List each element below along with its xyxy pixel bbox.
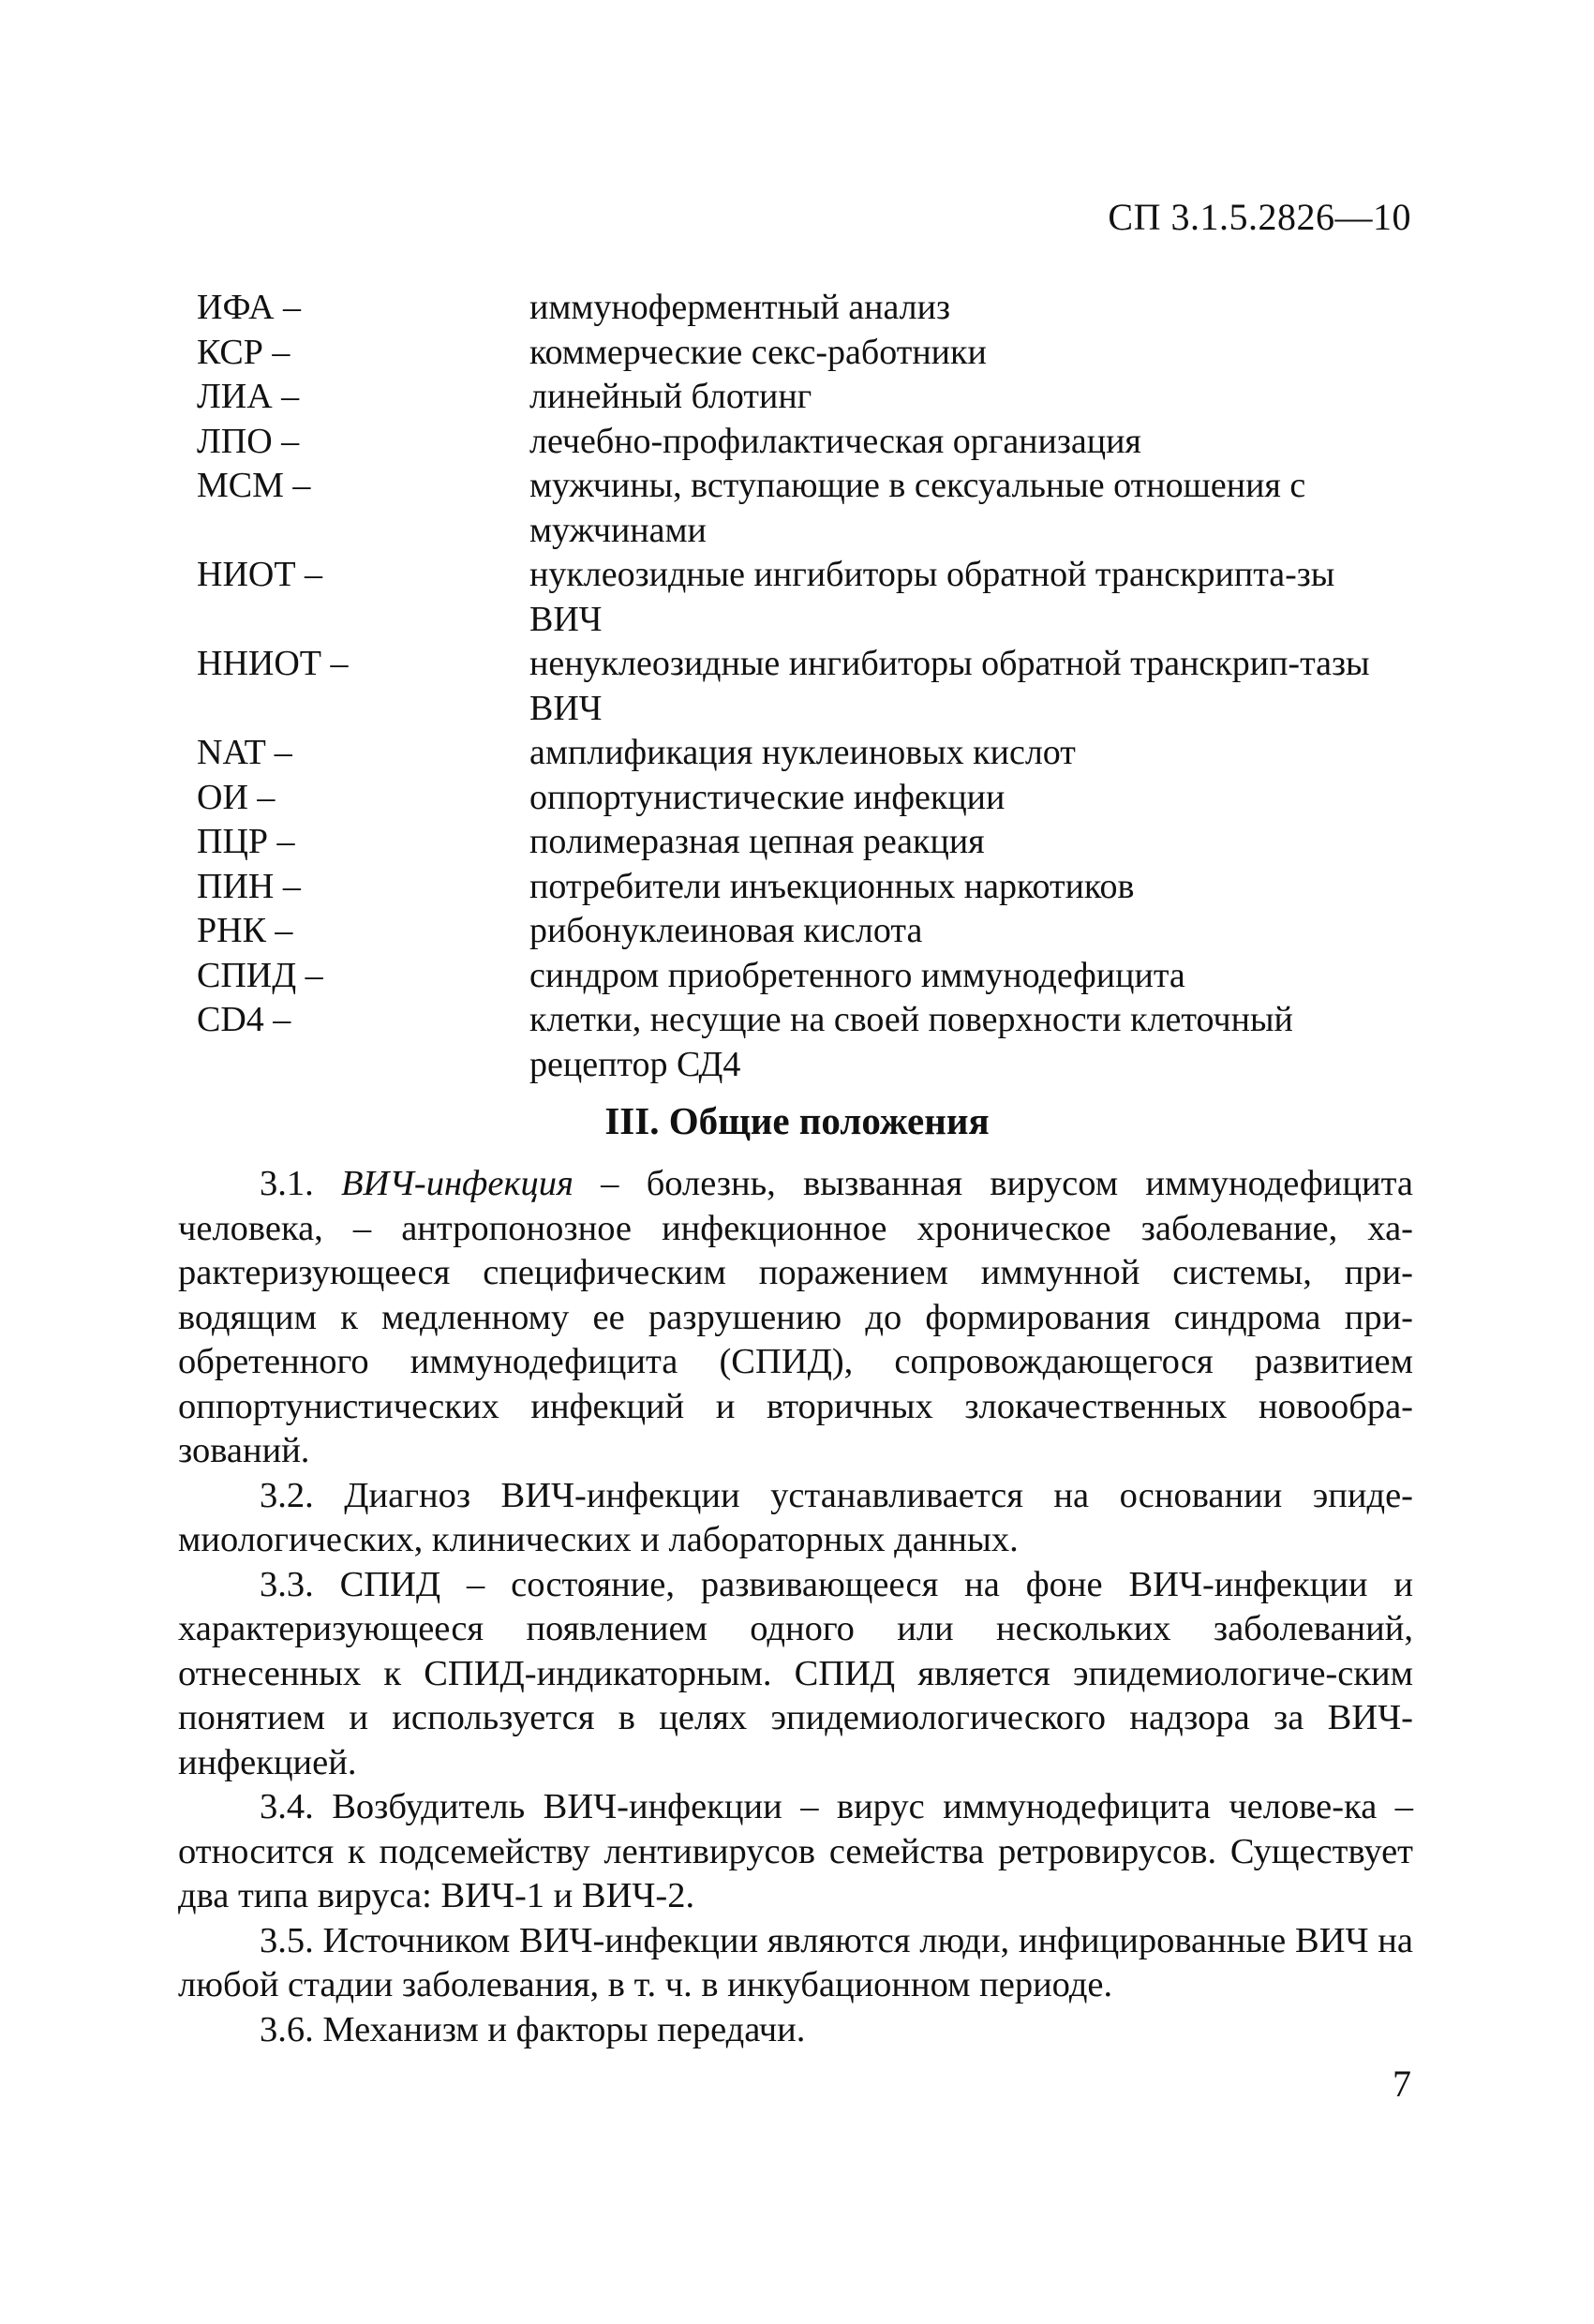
defined-term: ВИЧ-инфекция [341, 1164, 574, 1203]
abbreviation-list [197, 286, 1415, 1087]
abbreviation-definition: амплификация нуклеиновых кислот [529, 733, 1076, 772]
abbreviation-row [197, 464, 1415, 553]
paragraph-number: 3.1. [260, 1164, 314, 1203]
abbreviation-definition: лечебно-профилактическая организация [529, 421, 1141, 461]
paragraph-number: 3.4. [260, 1787, 314, 1826]
abbreviation-row [197, 998, 1415, 1087]
abbreviation-term: СПИД – [197, 955, 323, 995]
abbreviation-term: ИФА – [197, 288, 302, 327]
abbreviation-term: CD4 – [197, 1000, 291, 1039]
paragraph-text: – болезнь, вызванная вирусом иммунодефицита человека, – антропонозное инфекционное хроническое заболевание, ха-рактеризующееся специфическим поражением иммунной системы, при-водящим к медленному ее разрушению до формирования синдрома при-обретенного иммунодефицита (СПИД), сопровождающегося развитием оппортунистических инфекций и вторичных злокачественных новообра-зований. [178, 1164, 1413, 1470]
abbreviation-row [197, 776, 1415, 821]
abbreviation-term: КСР – [197, 332, 290, 372]
paragraph-text: Диагноз ВИЧ-инфекции устанавливается на основании эпиде-миологических, клинических и лабораторных данных. [178, 1475, 1413, 1559]
paragraph-3-6 [178, 2008, 1413, 2053]
document-code-header: СП 3.1.5.2826—10 [1108, 196, 1411, 238]
paragraph-number: 3.6. [260, 2009, 314, 2049]
paragraph-text: СПИД – состояние, развивающееся на фоне ВИЧ-инфекции и характеризующееся появлением одного или нескольких заболеваний, отнесенных к СПИД-индикаторным. СПИД является эпидемиологиче-ским понятием и используется в целях эпидемиологического надзора за ВИЧ-инфекцией. [178, 1564, 1414, 1782]
section-body [178, 1162, 1413, 2052]
abbreviation-term: ОИ – [197, 777, 276, 817]
paragraph-3-5 [178, 1919, 1413, 2008]
abbreviation-definition: нуклеозидные ингибиторы обратной транскрипта-зы ВИЧ [529, 555, 1335, 639]
paragraph-number: 3.3. [260, 1564, 314, 1604]
abbreviation-definition: рибонуклеиновая кислота [529, 911, 923, 950]
abbreviation-definition: полимеразная цепная реакция [529, 822, 985, 861]
abbreviation-term: ЛИА – [197, 377, 300, 416]
paragraph-number: 3.5. [260, 1920, 314, 1960]
abbreviation-term: ЛПО – [197, 421, 300, 461]
paragraph-3-3 [178, 1563, 1413, 1786]
abbreviation-row [197, 909, 1415, 954]
abbreviation-definition: синдром приобретенного иммунодефицита [529, 955, 1185, 995]
abbreviation-definition: линейный блотинг [529, 377, 812, 416]
paragraph-text: Источником ВИЧ-инфекции являются люди, инфицированные ВИЧ на любой стадии заболевания, в т. ч. в инкубационном периоде. [178, 1920, 1413, 2004]
section-title: III. Общие положения [604, 1099, 990, 1142]
abbreviation-row [197, 375, 1415, 420]
abbreviation-row [197, 331, 1415, 376]
abbreviation-row [197, 286, 1415, 331]
abbreviation-row [197, 954, 1415, 999]
abbreviation-term: ПИН – [197, 866, 301, 906]
paragraph-3-2 [178, 1474, 1413, 1563]
abbreviation-definition: потребители инъекционных наркотиков [529, 866, 1135, 906]
paragraph-text: Возбудитель ВИЧ-инфекции – вирус иммунодефицита челове-ка – относится к подсемейству лентивирусов семейства ретровирусов. Существует два типа вируса: ВИЧ-1 и ВИЧ-2. [178, 1787, 1414, 1915]
abbreviation-row [197, 642, 1415, 731]
abbreviation-row [197, 553, 1415, 642]
paragraph-text: Механизм и факторы передачи. [322, 2009, 806, 2049]
abbreviation-term: МСМ – [197, 466, 311, 505]
abbreviation-term: ПЦР – [197, 822, 295, 861]
abbreviation-term: NAT – [197, 733, 292, 772]
paragraph-number: 3.2. [260, 1475, 314, 1515]
abbreviation-definition: ненуклеозидные ингибиторы обратной транскрип-тазы ВИЧ [529, 644, 1370, 728]
abbreviation-term: РНК – [197, 911, 293, 950]
abbreviation-definition: мужчины, вступающие в сексуальные отношения с мужчинами [529, 466, 1306, 550]
paragraph-3-1 [178, 1162, 1413, 1474]
abbreviation-term: ННИОТ – [197, 644, 349, 683]
abbreviation-definition: коммерческие секс-работники [529, 332, 987, 372]
abbreviation-row [197, 731, 1415, 776]
abbreviation-definition: клетки, несущие на своей поверхности клеточный рецептор СД4 [529, 1000, 1293, 1084]
abbreviation-definition: иммуноферментный анализ [529, 288, 950, 327]
page-number: 7 [1393, 2063, 1411, 2105]
abbreviation-row [197, 865, 1415, 910]
abbreviation-row [197, 420, 1415, 465]
abbreviation-term: НИОТ – [197, 555, 323, 594]
paragraph-3-4 [178, 1785, 1413, 1919]
abbreviation-definition: оппортунистические инфекции [529, 777, 1006, 817]
abbreviation-row [197, 820, 1415, 865]
